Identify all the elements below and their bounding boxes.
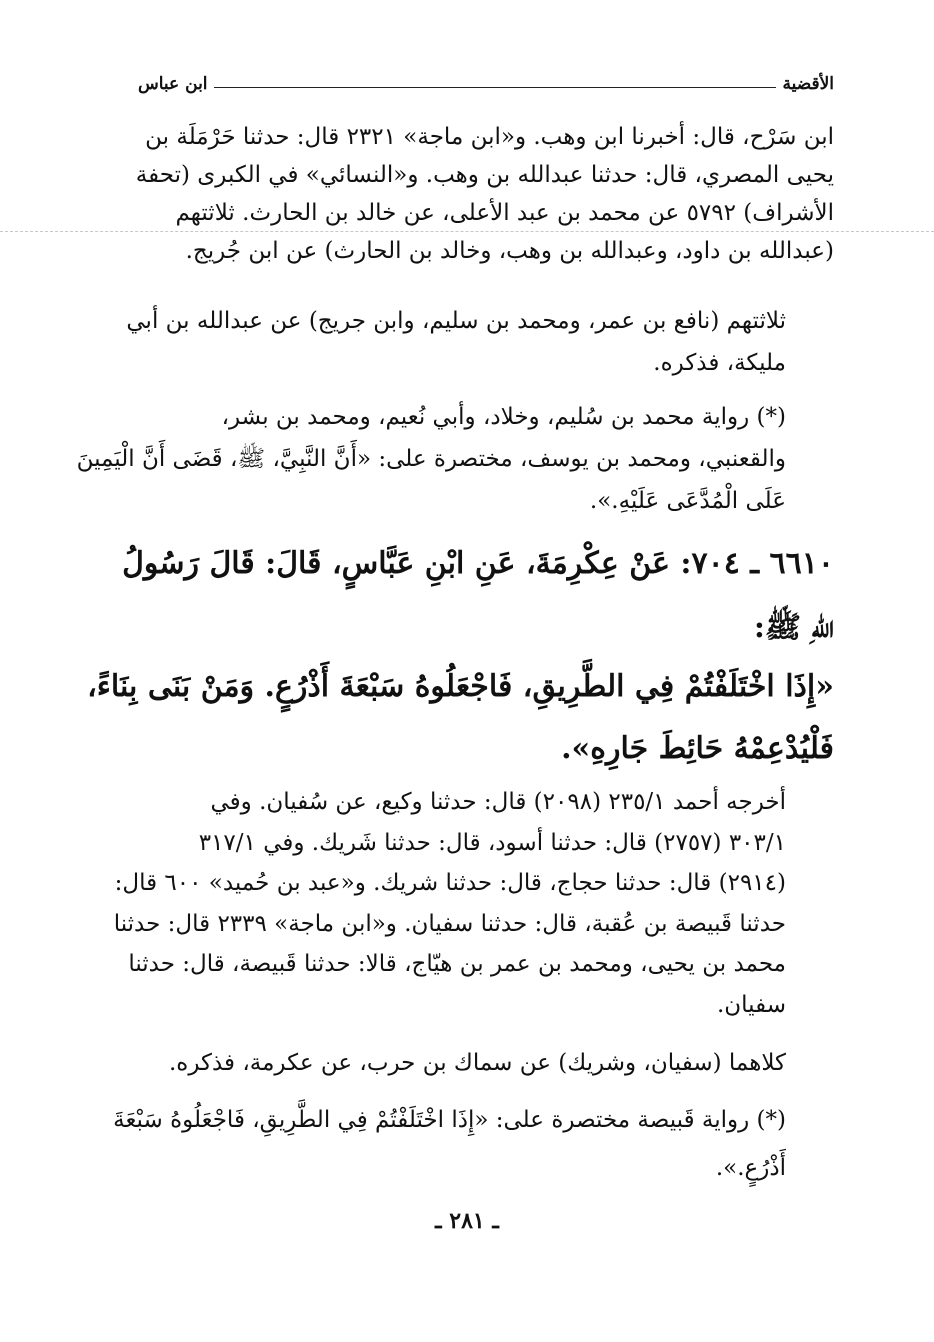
text-line: كلاهما (سفيان، وشريك) عن سماك بن حرب، عن عكرمة، فذكره. xyxy=(168,1050,786,1076)
paragraph-note-2 xyxy=(110,1096,786,1192)
text-line: يحيى المصري، قال: حدثنا عبدالله بن وهب. و«النسائي» في الكبرى (تحفة xyxy=(135,162,834,188)
text-line: والقعنبي، ومحمد بن يوسف، مختصرة على: «أَنَّ النَّبِيَّ، ﷺ، قَضَى أَنَّ الْيَمِينَ xyxy=(76,446,786,472)
header-rule xyxy=(214,87,777,88)
text-line: (*) رواية قَبيصة مختصرة على: «إِذَا اخْتَلَفْتُمْ فِي الطَّرِيقِ، فَاجْعَلُوهُ سَبْعَةَ xyxy=(113,1107,786,1133)
paragraph-chain xyxy=(126,300,786,384)
text-line: عَلَى الْمُدَّعَى عَلَيْهِ.». xyxy=(589,488,786,514)
text-line: ثلاثتهم (نافع بن عمر، ومحمد بن سليم، وابن جريج) عن عبدالله بن أبي xyxy=(126,308,786,334)
hadith-heading xyxy=(122,532,834,660)
running-header xyxy=(138,64,834,94)
text-line: محمد بن يحيى، ومحمد بن عمر بن هيّاج، قالا: حدثنا قَبيصة، قال: حدثنا xyxy=(128,951,786,977)
text-line: ابن سَرْح، قال: أخبرنا ابن وهب. و«ابن ماجة» ٢٣٢١ قال: حدثنا حَرْمَلَة بن xyxy=(145,124,834,150)
text-line: مليكة، فذكره. xyxy=(653,350,786,376)
page-number: ـ ٢٨١ ـ xyxy=(435,1208,499,1234)
text-line: فَلْيُدْعِمْهُ حَائِطَ جَارِهِ». xyxy=(561,731,834,766)
text-line: أخرجه أحمد ٢٣٥/١ (٢٠٩٨) قال: حدثنا وكيع، عن سُفيان. وفي xyxy=(210,789,786,815)
text-line: أَذْرُعٍ.». xyxy=(715,1155,786,1181)
header-chapter: الأقضية xyxy=(782,74,834,94)
paragraph-sources-1 xyxy=(134,118,834,270)
text-line: الأشراف) ٥٧٩٢ عن محمد بن عبد الأعلى، عن خالد بن الحارث. ثلاثتهم xyxy=(175,200,834,226)
text-line: ٦٦١٠ ـ ٧٠٤: عَنْ عِكْرِمَةَ، عَنِ ابْنِ عَبَّاسٍ، قَالَ: قَالَ رَسُولُ xyxy=(122,546,834,581)
text-line: (*) رواية محمد بن سُليم، وخلاد، وأبي نُعيم، ومحمد بن بشر، xyxy=(221,404,786,430)
text-line: (عبدالله بن داود، وعبدالله بن وهب، وخالد بن الحارث) عن ابن جُريج. xyxy=(185,238,834,264)
text-line: ٣٠٣/١ (٢٧٥٧) قال: حدثنا أسود، قال: حدثنا شَريك. وفي ٣١٧/١ xyxy=(198,829,786,856)
text-line: حدثنا قَبيصة بن عُقبة، قال: حدثنا سفيان. و«ابن ماجة» ٢٣٣٩ قال: حدثنا xyxy=(113,910,786,937)
paragraph-sources-2 xyxy=(113,782,786,1025)
paragraph-note-1 xyxy=(76,396,786,522)
text-line: (٢٩١٤) قال: حدثنا حجاج، قال: حدثنا شريك. و«عبد بن حُميد» ٦٠٠ قال: xyxy=(114,870,786,896)
hadith-text xyxy=(87,656,834,780)
text-line: سفيان. xyxy=(716,991,786,1018)
paragraph-chain-2 xyxy=(134,1042,786,1084)
text-line: «إِذَا اخْتَلَفْتُمْ فِي الطَّرِيقِ، فَاجْعَلُوهُ سَبْعَةَ أَذْرُعٍ. وَمَنْ بَنَى بِنَاءً، xyxy=(87,669,834,704)
header-section: ابن عباس xyxy=(138,74,208,94)
text-line: اللهِ ﷺ: xyxy=(753,610,834,645)
